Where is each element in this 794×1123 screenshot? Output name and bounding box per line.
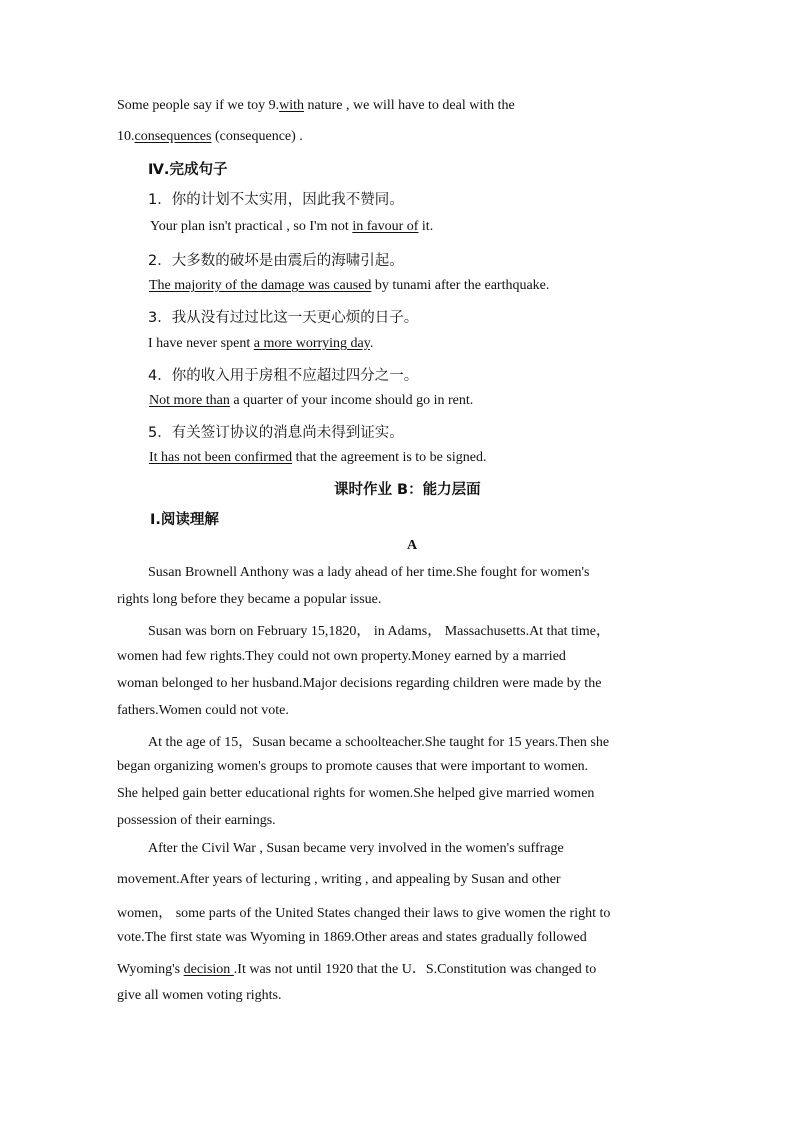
reading-section-heading: Ⅰ.阅读理解	[150, 512, 219, 528]
sentence-answer	[149, 278, 549, 294]
answer-text: Your plan isn't practical , so I'm not	[150, 219, 353, 234]
answer-text: that the agreement is to be signed.	[292, 450, 487, 465]
answer-text: it.	[418, 219, 434, 234]
answer-text: .	[369, 336, 374, 351]
homework-title: 课时作业 B：能力层面	[334, 482, 481, 498]
passage-line: began organizing women's groups to promote causes that were important to women.	[117, 759, 589, 774]
answer-blank: It has not been confirmed	[149, 450, 293, 465]
answer-text: I have never spent	[148, 336, 254, 351]
sentence-answer	[149, 450, 486, 466]
passage-line: She helped gain better educational rights for women.She helped give married women	[117, 786, 595, 801]
passage-line: Susan was born on February 15,1820， in Adams， Massachusetts.At that time，	[148, 624, 610, 639]
sentence-prompt: 5．有关签订协议的消息尚未得到证实。	[148, 425, 404, 441]
answer-text: a quarter of your income should go in rent.	[229, 393, 474, 408]
answer-blank: consequences	[134, 129, 212, 144]
passage-line: At the age of 15，Susan became a schoolteacher.She taught for 15 years.Then she	[148, 735, 610, 750]
passage-line: woman belonged to her husband.Major decisions regarding children were made by the	[117, 676, 602, 691]
passage-text: Wyoming's	[117, 962, 184, 977]
answer-blank: Not more than	[149, 393, 230, 408]
passage-line: possession of their earnings.	[117, 813, 276, 828]
sentence-answer	[149, 393, 473, 409]
passage-line: women， some parts of the United States changed their laws to give women the right to	[117, 906, 611, 921]
passage-line: fathers.Women could not vote.	[117, 703, 289, 718]
passage-line	[117, 958, 596, 978]
answer-blank: decision	[183, 962, 234, 977]
answer-blank: in favour of	[352, 219, 419, 234]
passage-line: Susan Brownell Anthony was a lady ahead of her time.She fought for women's	[148, 565, 590, 580]
answer-text: by tunami after the earthquake.	[371, 278, 550, 293]
passage-line: women had few rights.They could not own property.Money earned by a married	[117, 649, 566, 664]
fill-text: nature , we will have to deal with the	[304, 98, 515, 113]
fill-line-1	[117, 98, 515, 114]
passage-line: After the Civil War , Susan became very involved in the women's suffrage	[148, 841, 564, 856]
fill-text: 10.	[117, 129, 135, 144]
fill-text: Some people say if we toy 9.	[117, 98, 280, 113]
sentence-prompt: 2．大多数的破坏是由震后的海啸引起。	[148, 253, 404, 269]
answer-blank: a more worrying day	[253, 336, 370, 351]
fill-text: (consequence) .	[211, 129, 303, 144]
section-heading: Ⅳ.完成句子	[148, 162, 228, 178]
passage-line: give all women voting rights.	[117, 988, 282, 1003]
sentence-prompt: 4．你的收入用于房租不应超过四分之一。	[148, 368, 419, 384]
passage-label: A	[407, 538, 418, 553]
answer-blank: The majority of the damage was caused	[149, 278, 372, 293]
sentence-answer	[150, 219, 433, 235]
sentence-prompt: 3．我从没有过过比这一天更心烦的日子。	[148, 310, 419, 326]
passage-line: vote.The first state was Wyoming in 1869.Other areas and states gradually followed	[117, 930, 587, 945]
sentence-answer	[148, 336, 373, 352]
passage-line: movement.After years of lecturing , writing , and appealing by Susan and other	[117, 872, 561, 887]
passage-line: rights long before they became a popular issue.	[117, 592, 382, 607]
sentence-prompt: 1．你的计划不太实用，因此我不赞同。	[148, 192, 404, 208]
passage-text: .It was not until 1920 that the U．S.Constitution was changed to	[233, 962, 597, 977]
fill-line-2	[117, 129, 303, 145]
answer-blank: with	[279, 98, 305, 113]
